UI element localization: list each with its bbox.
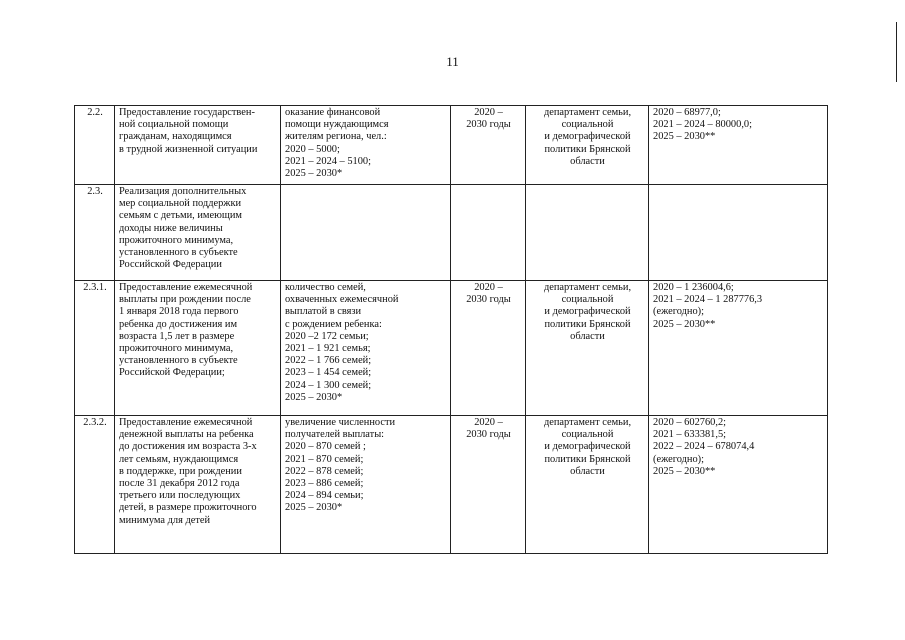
responsible-department: департамент семьи, социальной и демографической политики Брянской области — [526, 281, 649, 416]
target-indicator: количество семей, охваченных ежемесячной выплатой в связи с рождением ребенка: 2020 –2 172 семьи; 2021 – 1 921 семья; 2022 – 1 766 семей; 2023 – 1 454 семей; 2024 – 1 300 семей; 2025 – 2030* — [281, 281, 451, 416]
implementation-period: 2020 – 2030 годы — [451, 281, 526, 416]
target-indicator — [281, 185, 451, 281]
page-number: 11 — [446, 54, 459, 69]
table-row — [75, 281, 828, 416]
measure-name: Предоставление ежемесячной денежной выплаты на ребенка до достижения им возраста 3-х лет семьям, нуждающимся в поддержке, при рождении после 31 декабря 2012 года третьего или последующих детей, в размере прожиточного минимума для детей — [115, 416, 281, 554]
implementation-period: 2020 – 2030 годы — [451, 416, 526, 554]
program-measures-table — [74, 105, 828, 554]
measure-name: Предоставление государствен- ной социальной помощи гражданам, находящимся в трудной жизненной ситуации — [115, 106, 281, 185]
item-number: 2.3.1. — [75, 281, 115, 416]
scan-edge-line — [896, 22, 897, 82]
responsible-department — [526, 185, 649, 281]
measure-name: Реализация дополнительных мер социальной поддержки семьям с детьми, имеющим доходы ниже величины прожиточного минимума, установленного в субъекте Российской Федерации — [115, 185, 281, 281]
funding-amount: 2020 – 1 236004,6; 2021 – 2024 – 1 287776,3 (ежегодно); 2025 – 2030** — [649, 281, 828, 416]
responsible-department: департамент семьи, социальной и демографической политики Брянской области — [526, 416, 649, 554]
implementation-period: 2020 – 2030 годы — [451, 106, 526, 185]
responsible-department: департамент семьи, социальной и демографической политики Брянской области — [526, 106, 649, 185]
funding-amount: 2020 – 602760,2; 2021 – 633381,5; 2022 – 2024 – 678074,4 (ежегодно); 2025 – 2030** — [649, 416, 828, 554]
measure-name: Предоставление ежемесячной выплаты при рождении после 1 января 2018 года первого ребенка до достижения им возраста 1,5 лет в размере прожиточного минимума, установленного в субъекте Российской Федерации; — [115, 281, 281, 416]
funding-amount: 2020 – 68977,0; 2021 – 2024 – 80000,0; 2025 – 2030** — [649, 106, 828, 185]
target-indicator: оказание финансовой помощи нуждающимся жителям региона, чел.: 2020 – 5000; 2021 – 2024 – 5100; 2025 – 2030* — [281, 106, 451, 185]
item-number: 2.2. — [75, 106, 115, 185]
item-number: 2.3. — [75, 185, 115, 281]
item-number: 2.3.2. — [75, 416, 115, 554]
table-row — [75, 416, 828, 554]
table-row — [75, 185, 828, 281]
implementation-period — [451, 185, 526, 281]
target-indicator: увеличение численности получателей выплаты: 2020 – 870 семей ; 2021 – 870 семей; 2022 – 878 семей; 2023 – 886 семей; 2024 – 894 семьи; 2025 – 2030* — [281, 416, 451, 554]
table-row — [75, 106, 828, 185]
funding-amount — [649, 185, 828, 281]
